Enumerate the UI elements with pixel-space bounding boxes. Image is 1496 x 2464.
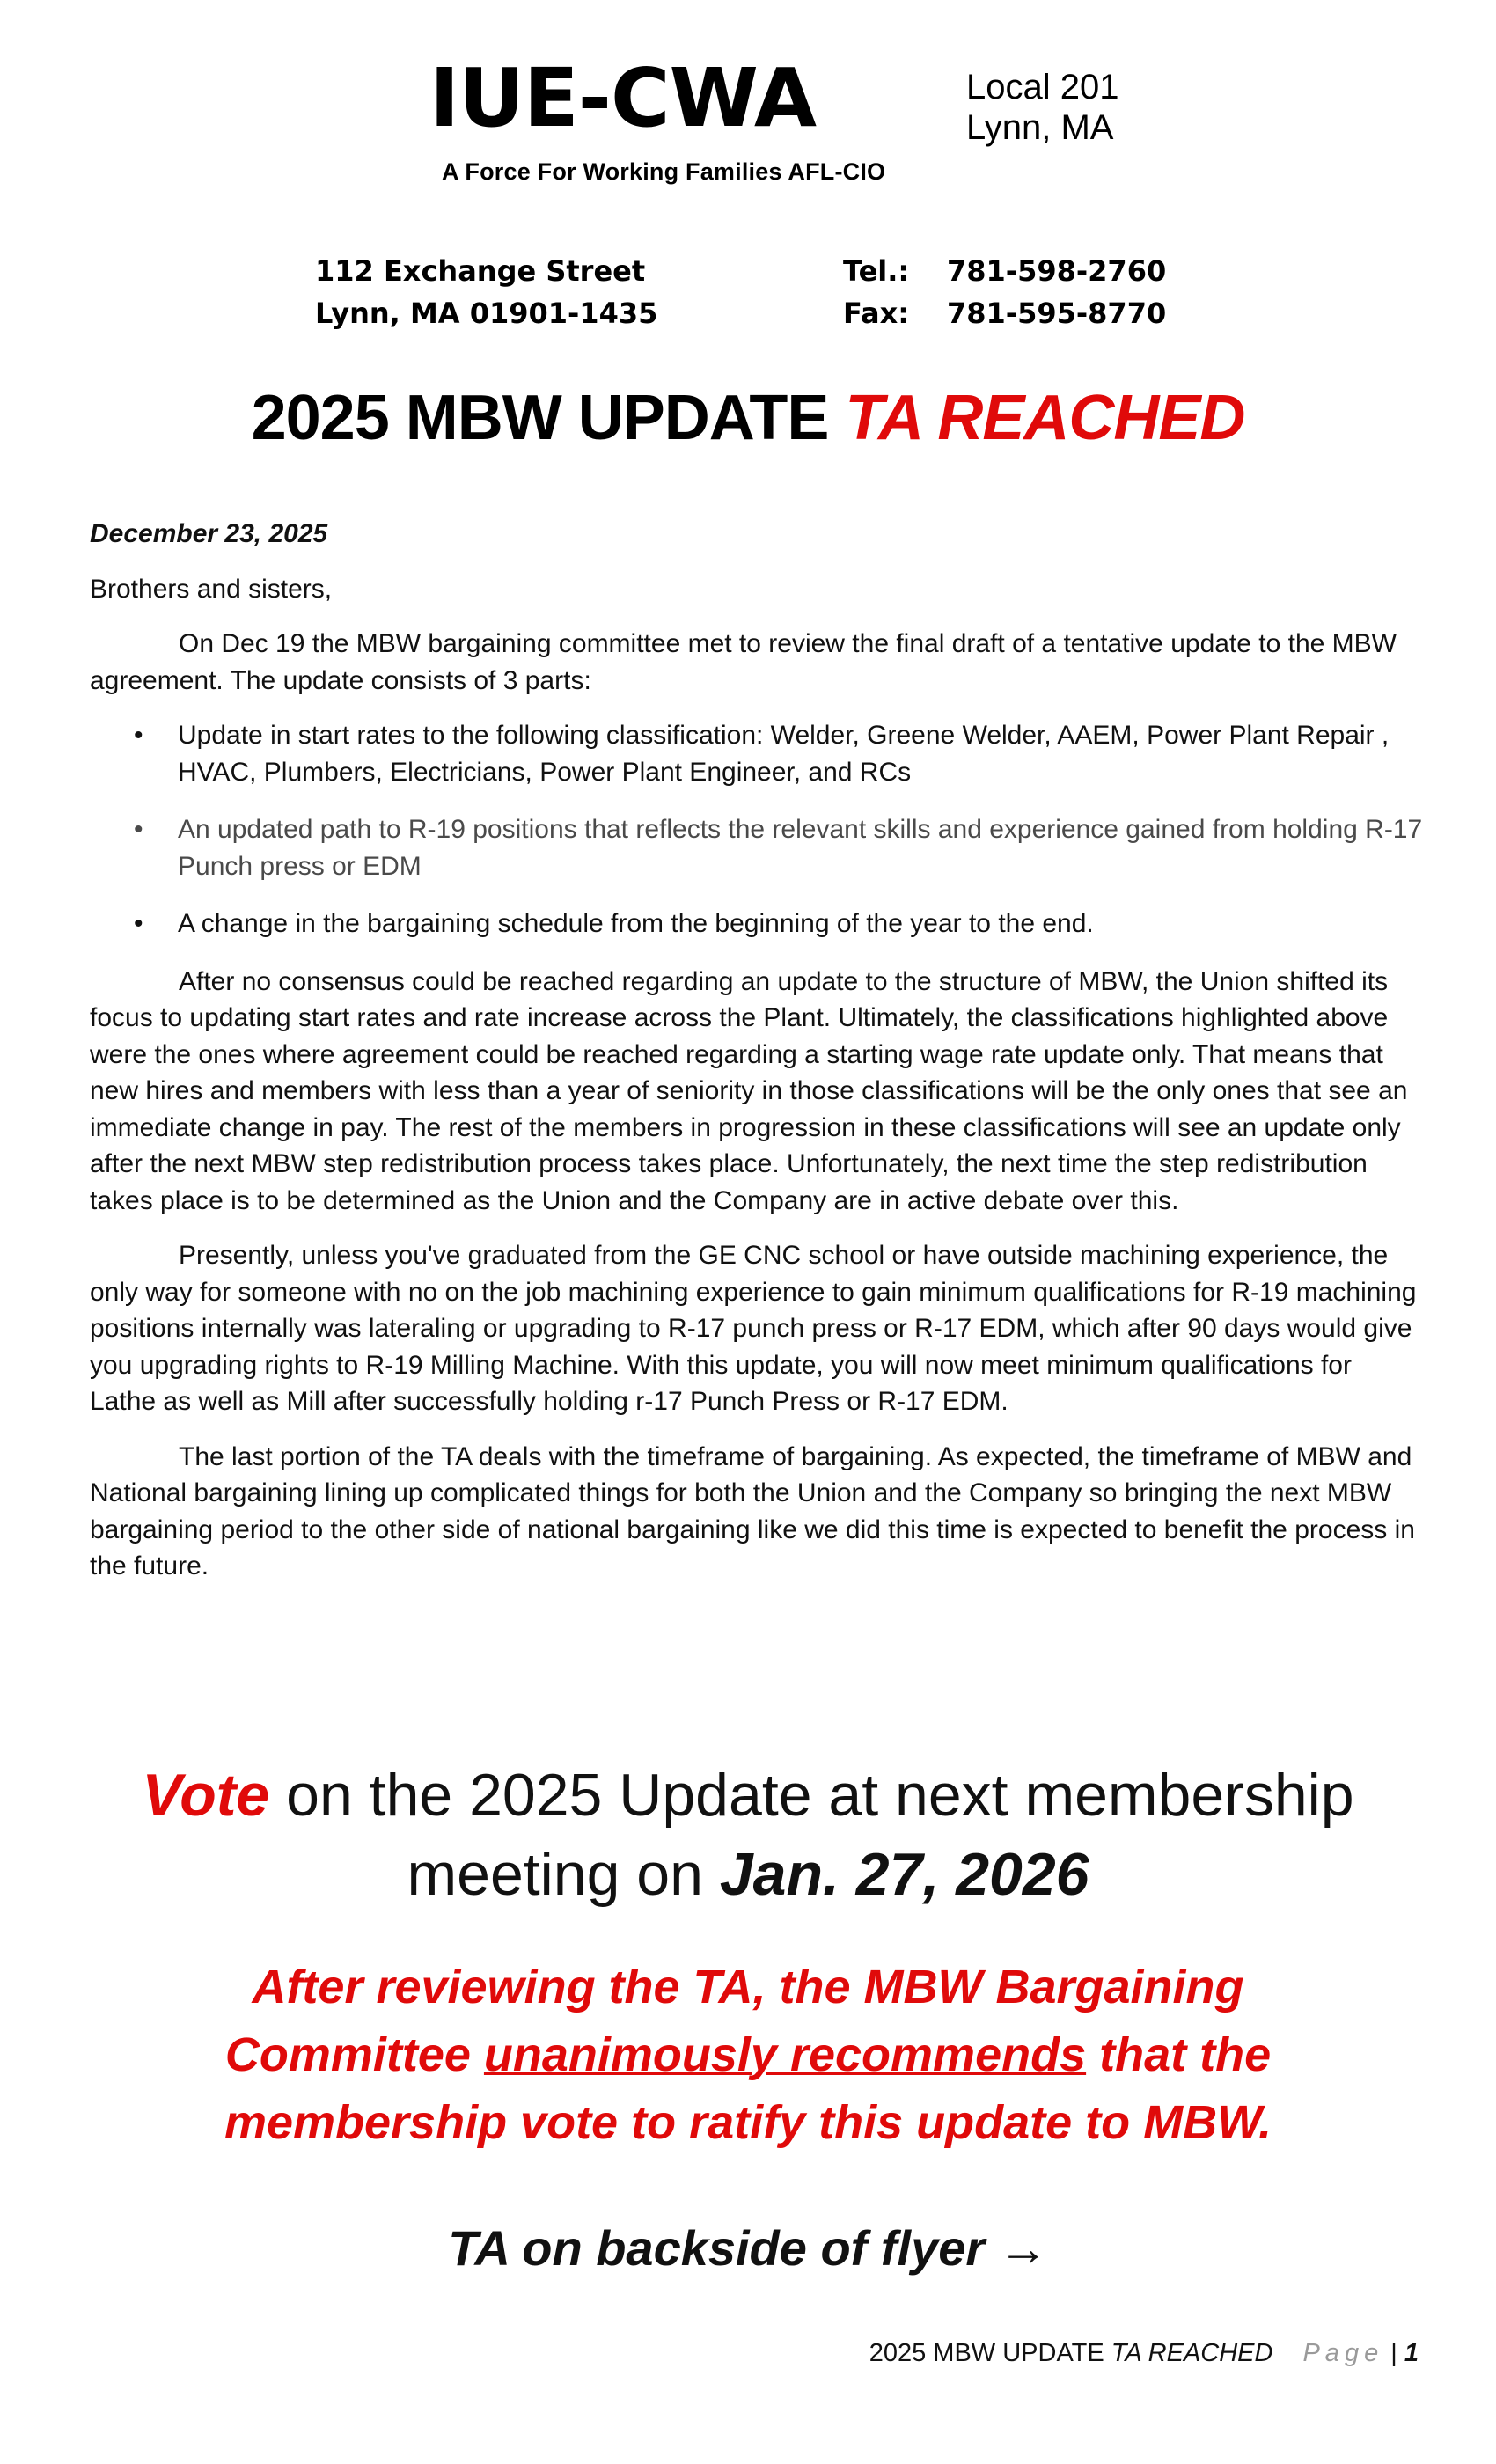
tagline: A Force For Working Families AFL-CIO <box>442 158 886 185</box>
paragraph-r19-path: Presently, unless you've graduated from the GE CNC school or have outside machining experience, the only way for someone with no on the job machining experience to gain minimum qualifications for R-19 machining positions internally was lateraling or upgrading to R-17 punch press or R-17 EDM, which after 90 days would give you upgrading rights to R-19 Milling Machine. With this update, you will now meet minimum qualifications for Lathe as well as Mill after successfully holding r-17 Punch Press or R-17 EDM. <box>90 1241 1417 1416</box>
page-label: Page <box>1302 2339 1384 2367</box>
bullet-icon: • <box>134 721 143 750</box>
title-main: 2025 MBW UPDATE <box>251 383 846 453</box>
title-highlight: TA REACHED <box>845 383 1245 453</box>
list-item: • Update in start rates to the following classification: Welder, Greene Welder, AAEM, Power Plant Repair , HVAC, Plumbers, Electricians, Power Plant Engineer, and RCs <box>90 717 1424 790</box>
fax-label: Fax: <box>843 297 910 330</box>
tel-value: 781-598-2760 <box>947 254 1167 288</box>
fax <box>843 292 1166 334</box>
contact-numbers <box>843 250 1166 334</box>
letter-body <box>90 516 1424 1603</box>
footer-title-highlight: TA REACHED <box>1111 2339 1273 2367</box>
letter-date: December 23, 2025 <box>90 519 328 548</box>
vote-line2: meeting on <box>407 1841 720 1908</box>
local-city: Lynn, MA <box>966 108 1114 147</box>
intro-paragraph: On Dec 19 the MBW bargaining committee met to review the final draft of a tentative update to the MBW agreement. The update consists of 3 parts: <box>90 629 1397 695</box>
local-info <box>966 67 1118 148</box>
telephone <box>843 250 1166 292</box>
footer-title: 2025 MBW UPDATE <box>869 2339 1111 2367</box>
vote-date: Jan. 27, 2026 <box>719 1841 1089 1908</box>
fax-value: 781-595-8770 <box>947 297 1167 330</box>
recommendation-line3: membership vote to ratify this update to MBW. <box>224 2096 1272 2149</box>
bullet-icon: • <box>134 909 143 938</box>
recommendation-line1: After reviewing the TA, the MBW Bargaining <box>252 1961 1244 2013</box>
mailing-address <box>315 250 657 334</box>
unanimous-emphasis: unanimously recommends <box>483 2028 1087 2081</box>
list-item: • A change in the bargaining schedule from the beginning of the year to the end. <box>90 906 1424 942</box>
paragraph-timeframe: The last portion of the TA deals with the timeframe of bargaining. As expected, the timeframe of MBW and National bargaining lining up complicated things for both the Union and the Company so bringing the next MBW bargaining period to the other side of national bargaining like we did this time is expected to benefit the process in the future. <box>90 1441 1415 1580</box>
recommendation-line2: Committee unanimously recommends that the <box>224 2028 1272 2081</box>
update-parts-list <box>90 717 1424 942</box>
list-item: • An updated path to R-19 positions that reflects the relevant skills and experience gained from holding R-17 Punch press or EDM <box>90 811 1424 884</box>
salutation: Brothers and sisters, <box>90 574 333 604</box>
bullet-icon: • <box>134 815 143 844</box>
union-logo <box>429 51 817 145</box>
backside-note: TA on backside of flyer → <box>448 2220 1048 2276</box>
logo-text: IUE-CWA <box>429 51 817 145</box>
committee-recommendation <box>0 1954 1496 2157</box>
tel-label: Tel.: <box>843 254 910 288</box>
paragraph-start-rates: After no consensus could be reached regarding an update to the structure of MBW, the Union shifted its focus to updating start rates and rate increase across the Plant. Ultimately, the classifications highlighted above were the ones where agreement could be reached regarding a starting wage rate update only. That means that new hires and members with less than a year of seniority in those classifications will be the only ones that see an immediate change in pay. The rest of the members in progression in these classifications will see an update only after the next MBW step redistribution process takes place. Unfortunately, the next time the step redistribution takes place is to be determined as the Union and the Company are in active debate over this. <box>90 966 1408 1215</box>
page-number: 1 <box>1404 2339 1419 2367</box>
page-footer <box>869 2337 1419 2369</box>
vote-line1: on the 2025 Update at next membership <box>269 1762 1354 1829</box>
local-number: Local 201 <box>966 68 1119 106</box>
address-street: 112 Exchange Street <box>315 254 646 288</box>
address-city: Lynn, MA 01901-1435 <box>315 297 658 330</box>
vote-word: Vote <box>142 1762 270 1829</box>
vote-announcement <box>0 1756 1496 1914</box>
page-separator: | <box>1383 2339 1404 2367</box>
page-title <box>0 378 1496 458</box>
